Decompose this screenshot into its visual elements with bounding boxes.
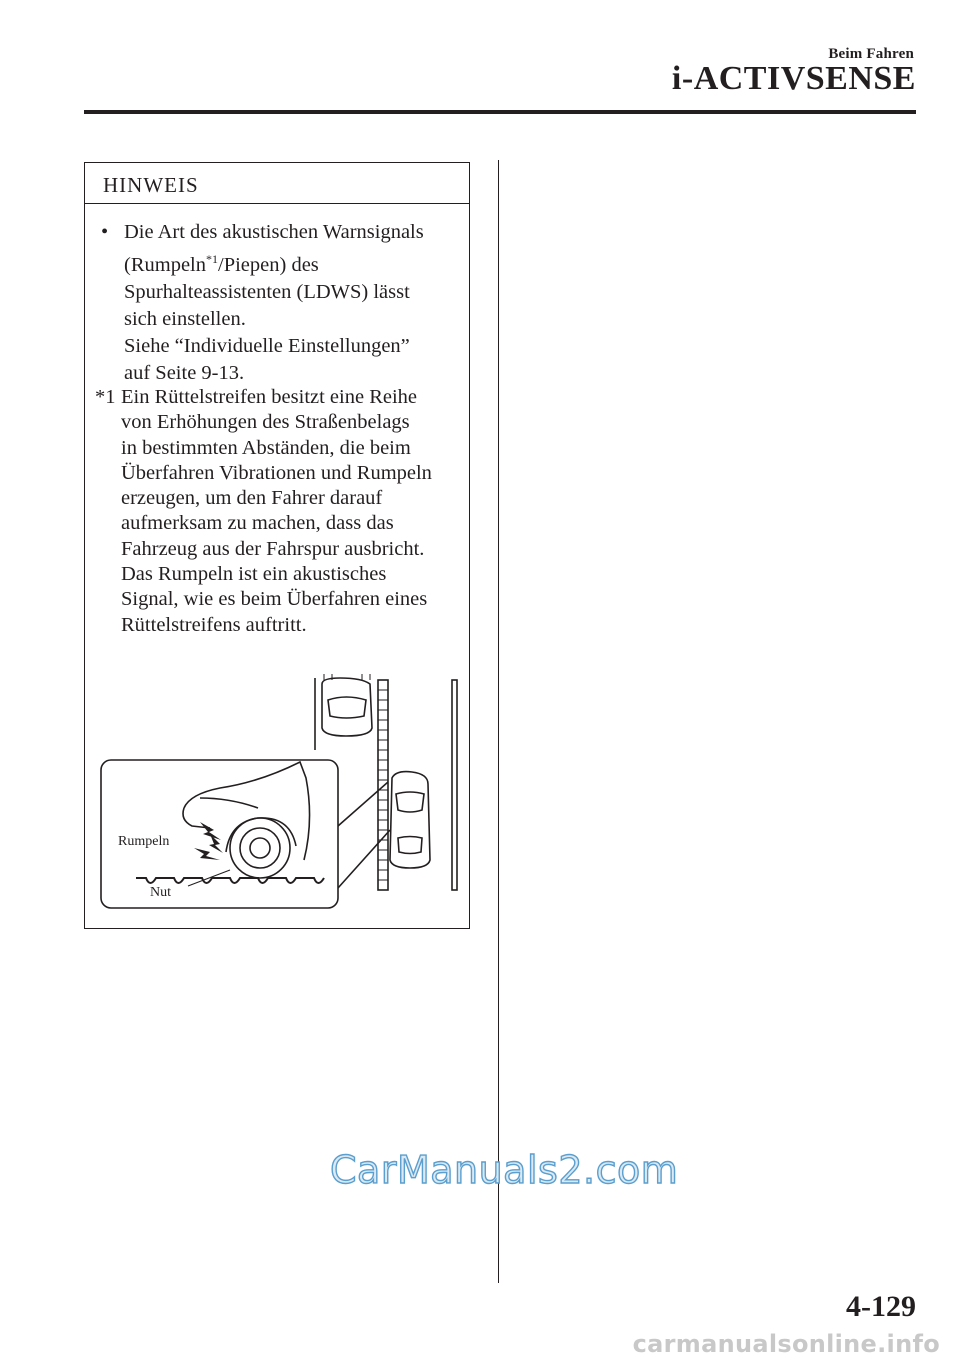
rumble-strip: [378, 680, 388, 890]
footnote-line: erzeugen, um den Fahrer darauf: [121, 487, 383, 510]
bullet-line: [124, 246, 461, 279]
footnote-line: Das Rumpeln ist ein akustisches: [121, 563, 387, 586]
label-rumble: Rumpeln: [118, 834, 170, 849]
footnote-line: Überfahren Vibrationen und Rumpeln: [121, 461, 432, 484]
bullet-line: Die Art des akustischen Warnsignals: [124, 221, 424, 243]
bullet-line: auf Seite 9-13.: [124, 362, 245, 384]
footnote-line: Ein Rüttelstreifen besitzt eine Reihe: [121, 386, 418, 408]
footnote-line: von Erhöhungen des Straßenbelags: [121, 411, 410, 434]
footnote-reference: *1: [206, 252, 218, 266]
label-groove: Nut: [150, 885, 171, 900]
footnote-line: Rüttelstreifens auftritt.: [121, 613, 307, 636]
bullet-item: [101, 219, 461, 387]
bullet-line: sich einstellen.: [124, 308, 246, 330]
note-title-rule: [85, 203, 469, 204]
bullet-line-part: (Rumpeln: [124, 254, 206, 276]
bullet-line: Siehe “Individuelle Einstellungen”: [124, 335, 410, 357]
footer-site: carmanualsonline.info: [632, 1330, 940, 1358]
footnote-line: aufmerksam zu machen, dass das: [121, 512, 394, 535]
bullet-line-part: /Piepen) des: [218, 254, 319, 276]
right-lane-line: [452, 680, 457, 890]
header-rule: [84, 110, 916, 114]
footnote-label: *1: [95, 386, 116, 408]
bullet-mark: •: [101, 221, 109, 243]
footnote-line: in bestimmten Abständen, die beim: [121, 436, 411, 459]
rumble-strip-illustration: [100, 670, 468, 910]
chapter-title: i-ACTIVSENSE: [671, 60, 916, 97]
car-top-icon: [322, 674, 372, 736]
note-title: HINWEIS: [103, 173, 199, 197]
footnote-line: Fahrzeug aus der Fahrspur ausbricht.: [121, 537, 425, 560]
car-drifting-icon: [390, 772, 430, 868]
footnote-line: Signal, wie es beim Überfahren eines: [121, 588, 428, 611]
column-divider: [498, 160, 499, 1283]
callout-line: [338, 830, 390, 888]
watermark: CarManuals2.com: [330, 1148, 679, 1192]
callout-line: [338, 782, 388, 826]
section-label: Beim Fahren: [828, 46, 914, 62]
footnote: [95, 385, 465, 638]
page-number: 4-129: [846, 1290, 916, 1323]
bullet-line: Spurhalteassistenten (LDWS) lässt: [124, 281, 410, 303]
